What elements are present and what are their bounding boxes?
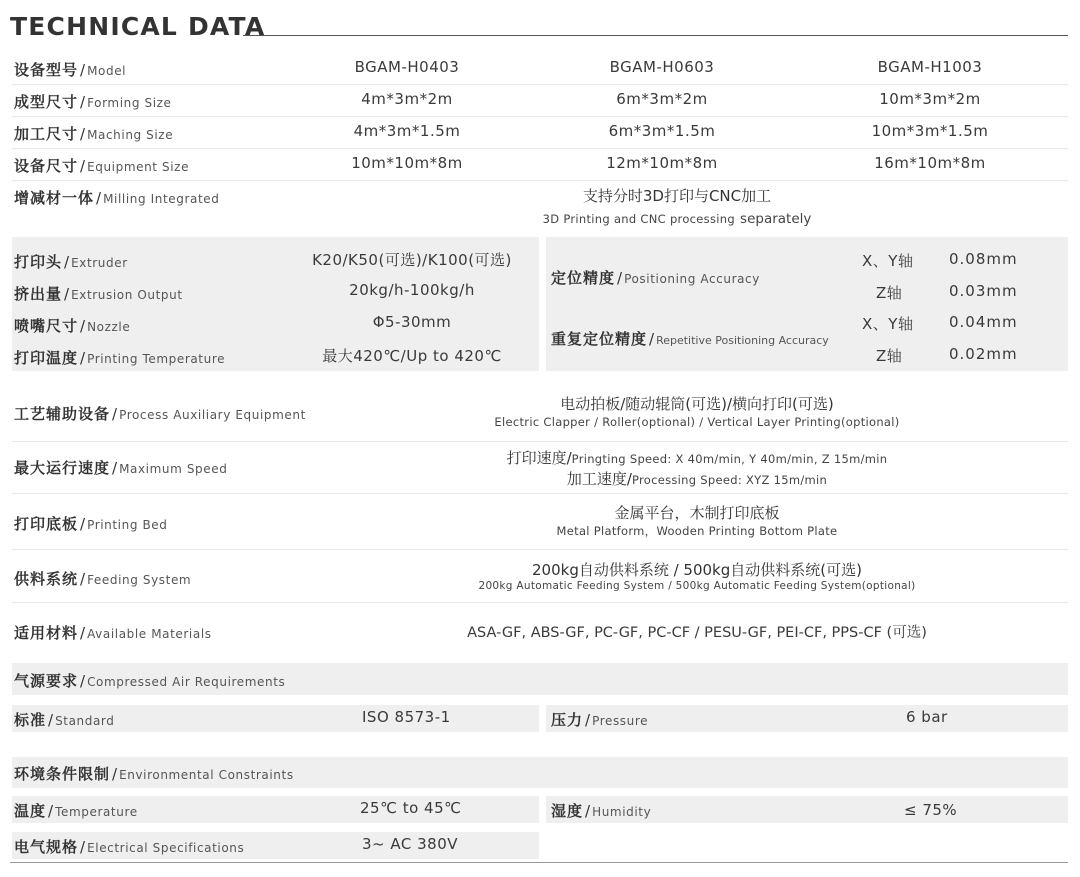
forming-row (12, 84, 1068, 117)
milling-label-zh: 增减材一体 (14, 189, 95, 207)
feeding-value-en: 200kg Automatic Feeding System / 500kg Automatic Feeding System(optional) (478, 580, 916, 592)
aux-row (12, 385, 1068, 442)
equipment-label: 设备尺寸 / Equipment Size (14, 157, 190, 175)
aux-label: 工艺辅助设备 / Process Auxiliary Equipment (14, 405, 306, 423)
output-label-zh: 挤出量 (14, 285, 63, 303)
model-label-zh: 设备型号 (14, 61, 79, 79)
speed-label-zh: 最大运行速度 (14, 459, 111, 477)
standard-value: ISO 8573-1 (362, 708, 451, 726)
bottom-divider (10, 862, 1068, 863)
feeding-value (412, 559, 982, 592)
equipment-value-1: 10m*10m*8m (351, 154, 463, 172)
equipment-label-en: Equipment Size (87, 160, 190, 174)
process-speed-en: Processing Speed: XYZ 15m/min (631, 473, 828, 487)
standard-label: 标准 / Standard (14, 711, 115, 729)
aux-value (412, 393, 982, 429)
forming-label-zh: 成型尺寸 (14, 93, 79, 111)
humidity-label-en: Humidity (592, 805, 652, 819)
materials-value: ASA-GF, ABS-GF, PC-GF, PC-CF / PESU-GF, PEI-CF, PPS-CF (可选) (467, 625, 927, 641)
model-value-2: BGAM-H0603 (609, 58, 715, 76)
output-value: 20kg/h-100kg/h (349, 281, 475, 299)
milling-value-en-emph: separately (740, 211, 812, 227)
feeding-label-zh: 供料系统 (14, 570, 79, 588)
materials-label: 适用材料 / Available Materials (14, 624, 212, 642)
feeding-label: 供料系统 / Feeding System (14, 570, 192, 588)
extruder-label-zh: 打印头 (14, 253, 63, 271)
equipment-value-2: 12m*10m*8m (606, 154, 718, 172)
positioning-value-z: 0.03mm (949, 282, 1018, 300)
maching-label-en: Maching Size (87, 128, 174, 142)
model-value-3: BGAM-H1003 (877, 58, 983, 76)
nozzle-label: 喷嘴尺寸 / Nozzle (14, 317, 131, 335)
electrical-label-en: Electrical Specifications (87, 841, 245, 855)
air-label: 气源要求 / Compressed Air Requirements (14, 672, 286, 690)
materials-label-zh: 适用材料 (14, 624, 79, 642)
aux-label-zh: 工艺辅助设备 (14, 405, 111, 423)
milling-label-en: Milling Integrated (103, 192, 220, 206)
model-label: 设备型号 / Model (14, 61, 127, 79)
temp-label-zh: 打印温度 (14, 349, 79, 367)
materials-label-en: Available Materials (87, 627, 212, 641)
bed-value-zh: 金属平台，木制打印底板 (614, 504, 780, 522)
forming-value-2: 6m*3m*2m (616, 90, 708, 108)
maching-row (12, 116, 1068, 149)
aux-value-en: Electric Clapper / Roller(optional) / Vertical Layer Printing(optional) (494, 415, 900, 429)
humidity-label-zh: 湿度 (551, 802, 584, 820)
bed-label-zh: 打印底板 (14, 515, 79, 533)
repetitive-axis-z: Z轴 (876, 347, 903, 365)
materials-row (12, 602, 1068, 658)
electrical-label: 电气规格 / Electrical Specifications (14, 838, 245, 856)
feeding-value-zh: 200kg自动供料系统 / 500kg自动供料系统(可选) (532, 561, 862, 579)
forming-value-3: 10m*3m*2m (879, 90, 981, 108)
repetitive-label: 重复定位精度 / Repetitive Positioning Accuracy (551, 330, 829, 348)
standard-label-en: Standard (55, 714, 115, 728)
electrical-label-zh: 电气规格 (14, 838, 79, 856)
feeding-row (12, 549, 1068, 603)
positioning-label-zh: 定位精度 (551, 269, 616, 287)
speed-label-en: Maximum Speed (119, 462, 228, 476)
equipment-label-zh: 设备尺寸 (14, 157, 79, 175)
electrical-value: 3~ AC 380V (362, 835, 459, 853)
aux-value-zh: 电动拍板/随动辊筒(可选)/横向打印(可选) (560, 395, 834, 413)
extruder-value: K20/K50(可选)/K100(可选) (312, 251, 512, 269)
temperature-label-en: Temperature (55, 805, 138, 819)
humidity-label: 湿度 / Humidity (551, 802, 652, 820)
positioning-axis-z: Z轴 (876, 284, 903, 302)
pressure-value: 6 bar (906, 708, 948, 726)
bed-value-en: Metal Platform，Wooden Printing Bottom Plate (556, 524, 838, 538)
temperature-label: 温度 / Temperature (14, 802, 138, 820)
speed-label: 最大运行速度 / Maximum Speed (14, 459, 228, 477)
milling-value-en: 3D Printing and CNC processing (542, 212, 735, 226)
forming-label: 成型尺寸 / Forming Size (14, 93, 172, 111)
env-label: 环境条件限制 / Environmental Constraints (14, 765, 294, 783)
output-row (12, 277, 1068, 309)
speed-value (412, 447, 982, 489)
bed-value (412, 502, 982, 539)
bed-label: 打印底板 / Printing Bed (14, 515, 168, 533)
aux-label-en: Process Auxiliary Equipment (119, 408, 306, 422)
positioning-value-xy: 0.08mm (949, 250, 1018, 268)
maching-label-zh: 加工尺寸 (14, 125, 79, 143)
air-label-zh: 气源要求 (14, 672, 79, 690)
forming-label-en: Forming Size (87, 96, 172, 110)
milling-value (452, 185, 902, 227)
positioning-label-en: Positioning Accuracy (624, 272, 760, 286)
positioning-label: 定位精度 / Positioning Accuracy (551, 269, 760, 287)
speed-row (12, 441, 1068, 494)
env-label-zh: 环境条件限制 (14, 765, 111, 783)
nozzle-label-en: Nozzle (87, 320, 131, 334)
print-speed-en: Pringting Speed: X 40m/min, Y 40m/min, Z 15m/min (571, 452, 888, 466)
maching-value-3: 10m*3m*1.5m (871, 122, 989, 140)
milling-value-zh: 支持分时3D打印与CNC加工 (582, 187, 772, 205)
title-underline (243, 35, 1068, 36)
temp-label: 打印温度 / Printing Temperature (14, 349, 226, 367)
pressure-label: 压力 / Pressure (551, 711, 649, 729)
model-label-en: Model (87, 64, 127, 78)
feeding-label-en: Feeding System (87, 573, 192, 587)
pressure-label-en: Pressure (592, 714, 649, 728)
maching-value-1: 4m*3m*1.5m (353, 122, 461, 140)
page-title: TECHNICAL DATA (10, 12, 266, 41)
maching-label: 加工尺寸 / Maching Size (14, 125, 174, 143)
extruder-label: 打印头 / Extruder (14, 253, 128, 271)
extruder-label-en: Extruder (71, 256, 128, 270)
model-value-1: BGAM-H0403 (354, 58, 460, 76)
repetitive-value-xy: 0.04mm (949, 313, 1018, 331)
milling-row (12, 180, 1068, 230)
humidity-value: ≤ 75% (904, 801, 958, 819)
repetitive-axis-xy: X、Y轴 (862, 315, 914, 333)
repetitive-label-en: Repetitive Positioning Accuracy (656, 334, 829, 347)
process-speed-zh: 加工速度/ (566, 470, 632, 488)
temp-label-en: Printing Temperature (87, 352, 226, 366)
bed-label-en: Printing Bed (87, 518, 168, 532)
air-label-en: Compressed Air Requirements (87, 675, 286, 689)
print-speed-zh: 打印速度/ (506, 449, 572, 467)
output-label-en: Extrusion Output (71, 288, 183, 302)
model-row (12, 52, 1068, 85)
env-label-en: Environmental Constraints (119, 768, 294, 782)
bed-row (12, 493, 1068, 550)
nozzle-value: Φ5-30mm (372, 313, 452, 331)
output-label: 挤出量 / Extrusion Output (14, 285, 183, 303)
forming-value-1: 4m*3m*2m (361, 90, 453, 108)
positioning-axis-xy: X、Y轴 (862, 252, 914, 270)
pressure-label-zh: 压力 (551, 711, 584, 729)
repetitive-label-zh: 重复定位精度 (551, 330, 648, 348)
temperature-value: 25℃ to 45℃ (360, 799, 462, 817)
milling-label: 增减材一体 / Milling Integrated (14, 189, 220, 207)
temp-value: 最大420℃/Up to 420℃ (322, 347, 502, 365)
repetitive-value-z: 0.02mm (949, 345, 1018, 363)
temperature-label-zh: 温度 (14, 802, 47, 820)
nozzle-label-zh: 喷嘴尺寸 (14, 317, 79, 335)
equipment-value-3: 16m*10m*8m (874, 154, 986, 172)
maching-value-2: 6m*3m*1.5m (608, 122, 716, 140)
standard-label-zh: 标准 (14, 711, 47, 729)
equipment-row (12, 148, 1068, 181)
temp-row (12, 341, 1068, 373)
